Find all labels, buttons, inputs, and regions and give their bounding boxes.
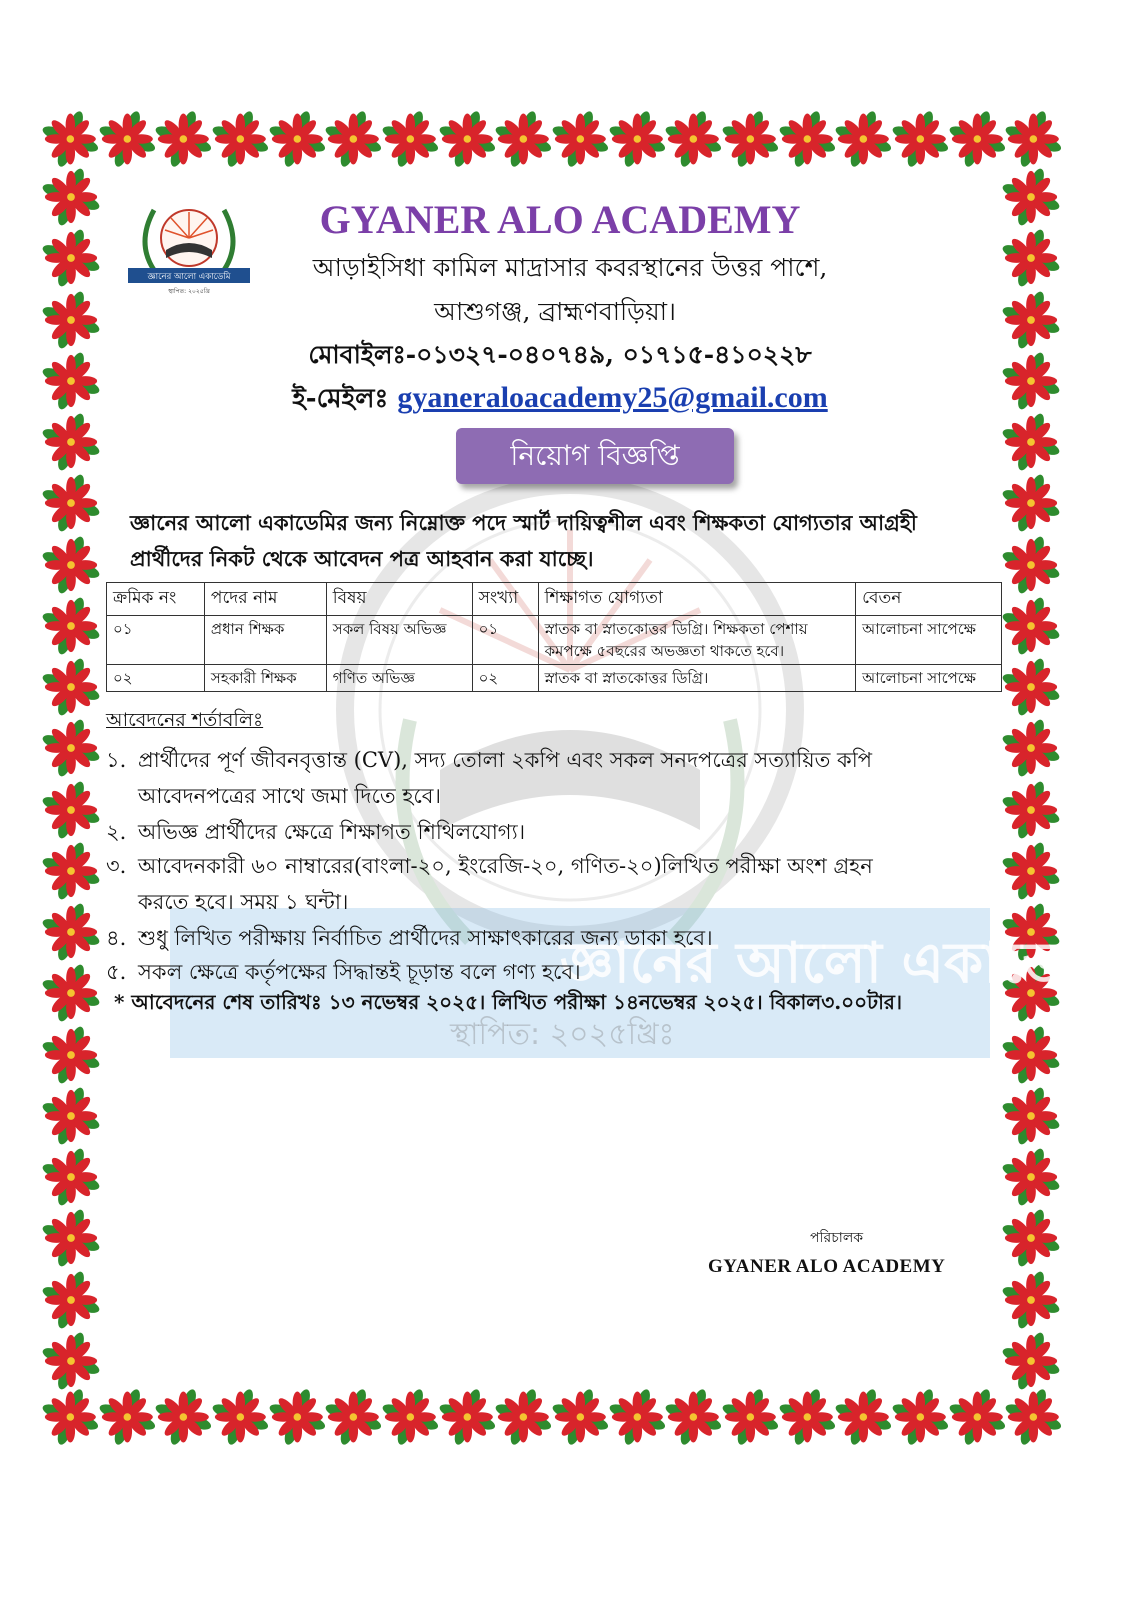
condition-number: ৫. — [106, 960, 127, 984]
poinsettia-flower-icon — [42, 597, 100, 655]
positions-table — [106, 582, 1002, 692]
poinsettia-flower-icon — [892, 1388, 949, 1446]
poinsettia-flower-icon — [1002, 536, 1060, 594]
poinsettia-flower-icon — [1002, 168, 1060, 226]
poinsettia-flower-icon — [42, 719, 100, 777]
poinsettia-flower-icon — [722, 1388, 779, 1446]
cell-qualification: স্নাতক বা স্নাতকোত্তর ডিগ্রি। — [538, 665, 856, 692]
poinsettia-flower-icon — [1002, 1271, 1060, 1329]
poinsettia-flower-icon — [609, 1388, 666, 1446]
poinsettia-flower-icon — [1005, 1388, 1062, 1446]
poinsettia-flower-icon — [495, 1388, 552, 1446]
cell-post: প্রধান শিক্ষক — [204, 616, 326, 665]
condition-item-1 — [106, 742, 966, 814]
poinsettia-flower-icon — [609, 110, 666, 168]
poinsettia-flower-icon — [155, 1388, 212, 1446]
poinsettia-flower-icon — [1002, 597, 1060, 655]
academy-title: GYANER ALO ACADEMY — [319, 197, 801, 242]
academy-logo-icon — [124, 198, 254, 298]
condition-number: ৩. — [106, 854, 127, 878]
col-salary-header: বেতন — [856, 583, 1002, 616]
poinsettia-flower-icon — [835, 110, 892, 168]
condition-number: ১. — [106, 748, 127, 772]
poinsettia-flower-icon — [1002, 781, 1060, 839]
poinsettia-flower-icon — [42, 1271, 100, 1329]
poinsettia-flower-icon — [1002, 1026, 1060, 1084]
poinsettia-flower-icon — [1002, 474, 1060, 532]
cell-qualification: স্নাতক বা স্নাতকোত্তর ডিগ্রি। শিক্ষকতা পেশায় কমপক্ষে ৫বছরের অভজ্ঞতা থাকতে হবে। — [538, 616, 856, 665]
cell-subject: সকল বিষয় অভিজ্ঞ — [326, 616, 472, 665]
logo-subtext: স্থাপিত: ২০২৫খ্রি — [168, 288, 210, 295]
poinsettia-flower-icon — [42, 903, 100, 961]
poinsettia-flower-icon — [325, 1388, 382, 1446]
poinsettia-flower-icon — [42, 1388, 99, 1446]
poinsettia-flower-icon — [1002, 413, 1060, 471]
poinsettia-flower-icon — [1002, 352, 1060, 410]
condition-number: ৪. — [106, 926, 127, 950]
poinsettia-flower-icon — [1002, 842, 1060, 900]
poinsettia-flower-icon — [779, 110, 836, 168]
poinsettia-flower-icon — [42, 110, 99, 168]
signature-organization: GYANER ALO ACADEMY — [708, 1256, 946, 1277]
email-row — [240, 378, 880, 422]
watermark-subtext: স্থাপিত: ২০২৫খ্রিঃ — [450, 1017, 675, 1052]
poinsettia-flower-icon — [99, 110, 156, 168]
poinsettia-flower-icon — [269, 110, 326, 168]
poinsettia-flower-icon — [42, 229, 100, 287]
flower-border-left — [42, 168, 102, 1390]
poinsettia-flower-icon — [382, 1388, 439, 1446]
mobile-numbers: মোবাইলঃ-০১৩২৭-০৪০৭৪৯, ০১৭১৫-৪১০২২৮ — [308, 340, 812, 369]
poinsettia-flower-icon — [42, 1209, 100, 1267]
poinsettia-flower-icon — [42, 536, 100, 594]
col-serial-header: ক্রমিক নং — [107, 583, 205, 616]
poinsettia-flower-icon — [1002, 1087, 1060, 1145]
poinsettia-flower-icon — [99, 1388, 156, 1446]
poinsettia-flower-icon — [42, 1087, 100, 1145]
condition-text: সকল ক্ষেত্রে কর্তৃপক্ষের সিদ্ধান্তই চূড়ান্ত বলে গণ্য হবে। — [138, 960, 581, 984]
condition-item-4 — [106, 920, 966, 956]
condition-text-cont: করতে হবে। সময় ১ ঘন্টা। — [138, 890, 349, 914]
poinsettia-flower-icon — [552, 1388, 609, 1446]
col-qualification-header: শিক্ষাগত যোগ্যতা — [538, 583, 856, 616]
conditions-heading: আবেদনের শর্তাবলিঃ — [106, 709, 264, 731]
poinsettia-flower-icon — [42, 781, 100, 839]
poinsettia-flower-icon — [42, 1148, 100, 1206]
condition-text: শুধু লিখিত পরীক্ষায় নির্বাচিত প্রার্থীদের সাক্ষাৎকারের জন্য ডাকা হবে। — [138, 926, 713, 950]
table-header-row — [107, 583, 1002, 616]
poinsettia-flower-icon — [42, 291, 100, 349]
poinsettia-flower-icon — [42, 1026, 100, 1084]
poinsettia-flower-icon — [212, 110, 269, 168]
poinsettia-flower-icon — [155, 110, 212, 168]
poinsettia-flower-icon — [1002, 1209, 1060, 1267]
condition-text: অভিজ্ঞ প্রার্থীদের ক্ষেত্রে শিক্ষাগত শিথিলযোগ্য। — [138, 820, 526, 844]
address-line-1: আড়াইসিধা কামিল মাদ্রাসার কবরস্থানের উত্তর পাশে, — [312, 253, 828, 282]
flower-border-bottom — [42, 1388, 1062, 1448]
poinsettia-flower-icon — [1002, 1332, 1060, 1390]
flower-border-right — [1002, 168, 1062, 1390]
poinsettia-flower-icon — [949, 1388, 1006, 1446]
condition-item-3 — [106, 848, 966, 920]
watermark-text: জ্ঞানের আলো একাডেমি — [560, 931, 1111, 996]
col-post-header: পদের নাম — [204, 583, 326, 616]
condition-number: ২. — [106, 820, 127, 844]
email-label: ই-মেইলঃ — [292, 384, 389, 414]
poinsettia-flower-icon — [42, 842, 100, 900]
poinsettia-flower-icon — [42, 352, 100, 410]
deadline-note: * আবেদনের শেষ তারিখঃ ১৩ নভেম্বর ২০২৫। লিখিত পরীক্ষা ১৪নভেম্বর ২০২৫। বিকাল৩.০০টার। — [114, 990, 903, 1014]
poinsettia-flower-icon — [42, 1332, 100, 1390]
col-count-header: সংখ্যা — [472, 583, 538, 616]
table-row — [107, 665, 1002, 692]
poinsettia-flower-icon — [1002, 719, 1060, 777]
poinsettia-flower-icon — [382, 110, 439, 168]
poinsettia-flower-icon — [42, 413, 100, 471]
poinsettia-flower-icon — [552, 110, 609, 168]
address-line-2: আশুগঞ্জ, ব্রাহ্মণবাড়িয়া। — [434, 297, 676, 326]
poinsettia-flower-icon — [665, 110, 722, 168]
poinsettia-flower-icon — [1002, 291, 1060, 349]
poinsettia-flower-icon — [1002, 229, 1060, 287]
intro-paragraph: জ্ঞানের আলো একাডেমির জন্য নিম্নোক্ত পদে স্মার্ট দায়িত্বশীল এবং শিক্ষকতা যোগ্যতার আগ্রহী প্রার্থীদের নিকট থেকে আবেদন পত্র আহবান করা যাচ্ছে। — [130, 510, 917, 571]
condition-item-5 — [106, 954, 966, 990]
condition-text: প্রার্থীদের পূর্ণ জীবনবৃত্তান্ত (CV), সদ্য তোলা ২কপি এবং সকল সনদপত্রের সত্যায়িত কপি — [138, 748, 872, 772]
poinsettia-flower-icon — [212, 1388, 269, 1446]
poinsettia-flower-icon — [42, 168, 100, 226]
poinsettia-flower-icon — [495, 110, 552, 168]
condition-text-cont: আবেদনপত্রের সাথে জমা দিতে হবে। — [138, 784, 442, 808]
cell-serial: ০১ — [107, 616, 205, 665]
poinsettia-flower-icon — [1005, 110, 1062, 168]
poinsettia-flower-icon — [439, 110, 496, 168]
poinsettia-flower-icon — [835, 1388, 892, 1446]
cell-subject: গণিত অভিজ্ঞ — [326, 665, 472, 692]
cell-salary: আলোচনা সাপেক্ষে — [856, 616, 1002, 665]
poinsettia-flower-icon — [1002, 658, 1060, 716]
cell-salary: আলোচনা সাপেক্ষে — [856, 665, 1002, 692]
cell-count: ০১ — [472, 616, 538, 665]
condition-text: আবেদনকারী ৬০ নাম্বারের(বাংলা-২০, ইংরেজি-২০, গণিত-২০)লিখিত পরীক্ষা অংশ গ্রহন — [138, 854, 873, 878]
poinsettia-flower-icon — [665, 1388, 722, 1446]
table-row — [107, 616, 1002, 665]
poinsettia-flower-icon — [892, 110, 949, 168]
cell-serial: ০২ — [107, 665, 205, 692]
poinsettia-flower-icon — [439, 1388, 496, 1446]
poinsettia-flower-icon — [42, 474, 100, 532]
poinsettia-flower-icon — [42, 964, 100, 1022]
poinsettia-flower-icon — [779, 1388, 836, 1446]
logo-text: জ্ঞানের আলো একাডেমি — [147, 272, 231, 282]
col-subject-header: বিষয় — [326, 583, 472, 616]
cell-count: ০২ — [472, 665, 538, 692]
poinsettia-flower-icon — [269, 1388, 326, 1446]
poinsettia-flower-icon — [42, 658, 100, 716]
cell-post: সহকারী শিক্ষক — [204, 665, 326, 692]
poinsettia-flower-icon — [722, 110, 779, 168]
poinsettia-flower-icon — [1002, 1148, 1060, 1206]
email-link[interactable]: gyaneraloacademy25@gmail.com — [397, 381, 828, 414]
poinsettia-flower-icon — [949, 110, 1006, 168]
notice-title-banner: নিয়োগ বিজ্ঞপ্তি — [456, 428, 734, 484]
poinsettia-flower-icon — [325, 110, 382, 168]
condition-item-2 — [106, 814, 966, 850]
signature-role: পরিচালক — [810, 1230, 864, 1246]
flower-border-top — [42, 110, 1062, 170]
